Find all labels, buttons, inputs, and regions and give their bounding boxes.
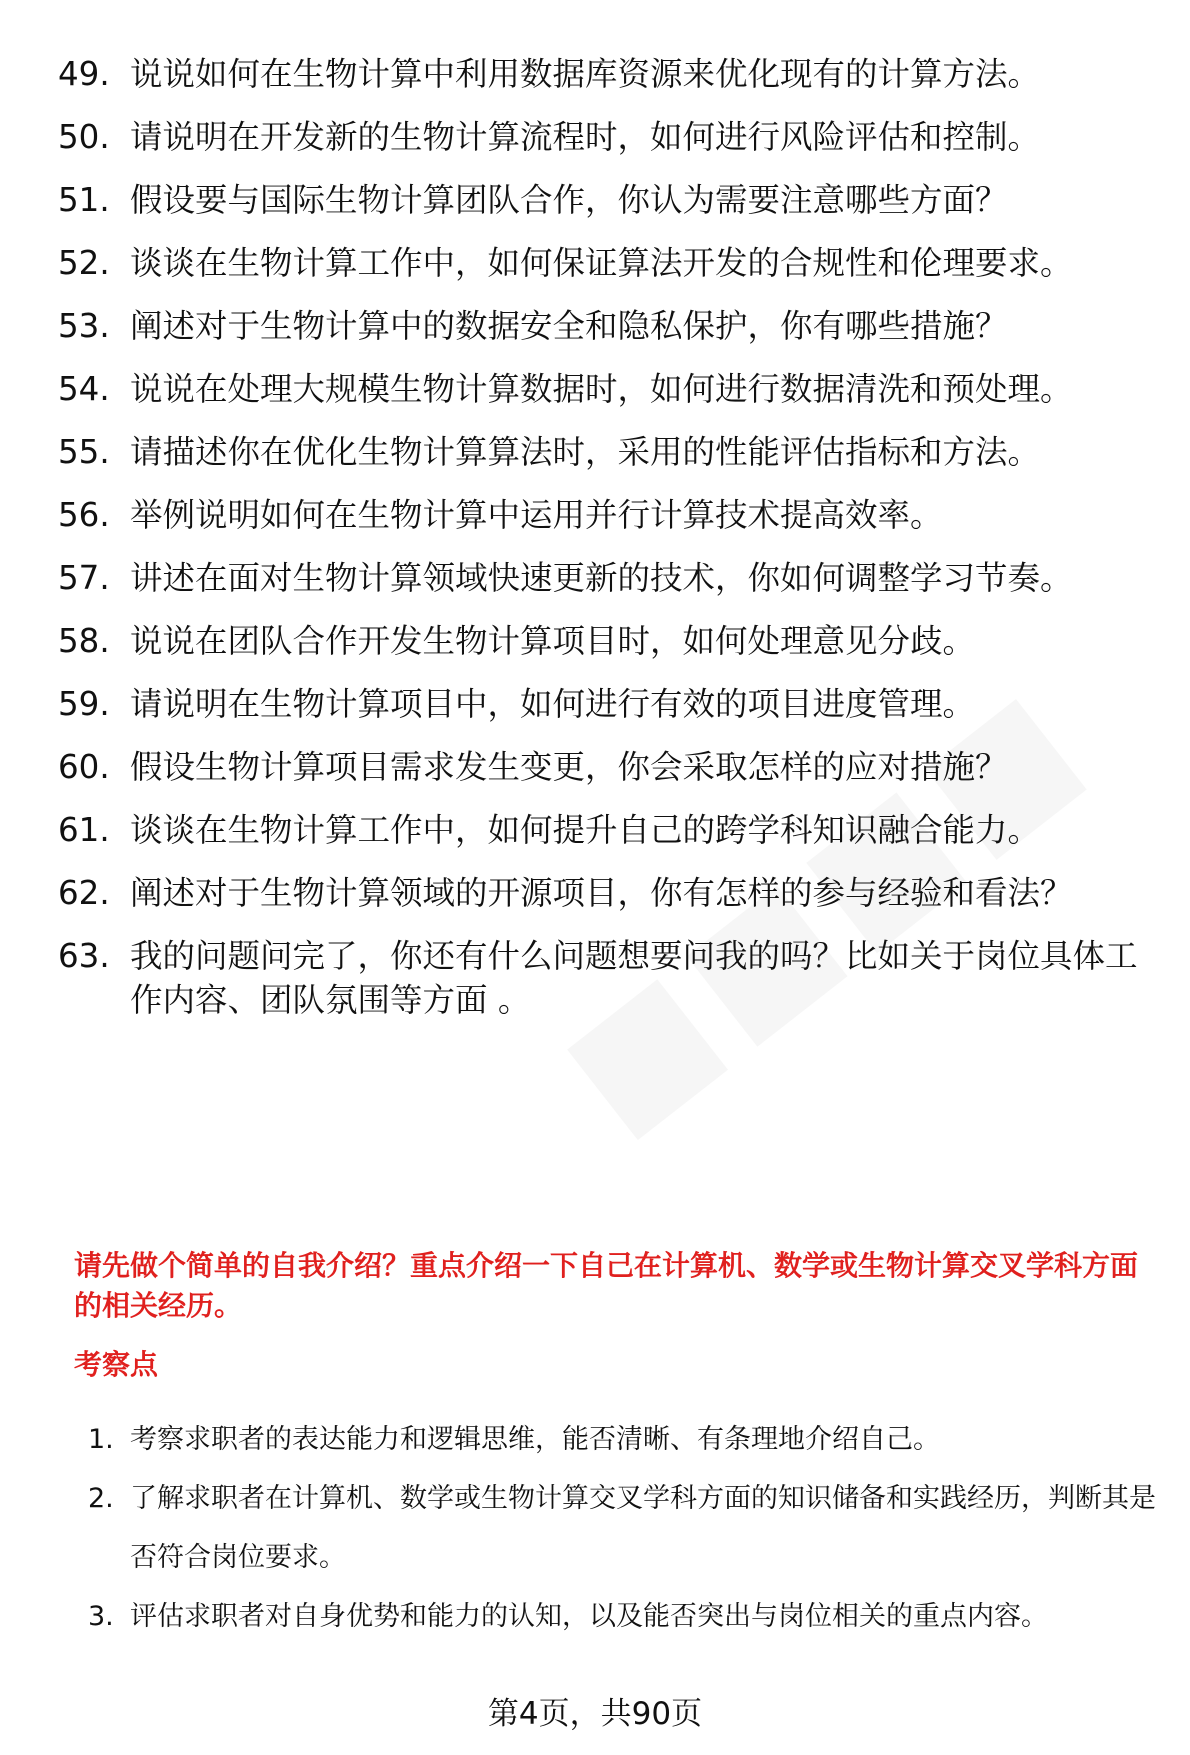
- question-item: [58, 808, 1148, 852]
- question-item: [58, 430, 1148, 474]
- question-item: [58, 493, 1148, 537]
- question-item: [58, 745, 1148, 789]
- question-item: [58, 682, 1148, 726]
- question-list: [58, 52, 1148, 1041]
- question-item: [58, 52, 1148, 96]
- question-text: 讲述在面对生物计算领域快速更新的技术，你如何调整学习节奏。: [130, 559, 1073, 597]
- assessment-point: [88, 1469, 1158, 1587]
- question-number: 54.: [58, 370, 110, 408]
- point-text: 评估求职者对自身优势和能力的认知，以及能否突出与岗位相关的重点内容。: [130, 1601, 1048, 1632]
- question-text: 说说在团队合作开发生物计算项目时，如何处理意见分歧。: [130, 622, 976, 660]
- point-number: 3.: [88, 1601, 114, 1632]
- question-text: 说说如何在生物计算中利用数据库资源来优化现有的计算方法。: [130, 55, 1041, 93]
- assessment-point: [88, 1587, 1158, 1646]
- question-text: 说说在处理大规模生物计算数据时，如何进行数据清洗和预处理。: [130, 370, 1073, 408]
- question-text: 请描述你在优化生物计算算法时，采用的性能评估指标和方法。: [130, 433, 1041, 471]
- question-item: [58, 871, 1148, 915]
- question-number: 60.: [58, 748, 110, 786]
- question-text: 请说明在开发新的生物计算流程时，如何进行风险评估和控制。: [130, 118, 1041, 156]
- question-number: 53.: [58, 307, 110, 345]
- point-text: 了解求职者在计算机、数学或生物计算交叉学科方面的知识储备和实践经历，判断其是否符合岗位要求。: [130, 1483, 1156, 1573]
- assessment-points-list: [88, 1410, 1158, 1646]
- point-text: 考察求职者的表达能力和逻辑思维，能否清晰、有条理地介绍自己。: [130, 1424, 940, 1455]
- question-number: 57.: [58, 559, 110, 597]
- question-number: 58.: [58, 622, 110, 660]
- question-item: [58, 619, 1148, 663]
- question-item: [58, 304, 1148, 348]
- question-number: 50.: [58, 118, 110, 156]
- question-number: 59.: [58, 685, 110, 723]
- question-number: 61.: [58, 811, 110, 849]
- question-item: [58, 556, 1148, 600]
- question-text: 请说明在生物计算项目中，如何进行有效的项目进度管理。: [130, 685, 976, 723]
- question-text: 谈谈在生物计算工作中，如何保证算法开发的合规性和伦理要求。: [130, 244, 1073, 282]
- question-item: [58, 115, 1148, 159]
- question-item: [58, 241, 1148, 285]
- question-text: 我的问题问完了，你还有什么问题想要问我的吗？比如关于岗位具体工作内容、团队氛围等方面 。: [130, 937, 1138, 1019]
- point-number: 2.: [88, 1483, 114, 1514]
- question-number: 52.: [58, 244, 110, 282]
- question-text: 举例说明如何在生物计算中运用并行计算技术提高效率。: [130, 496, 943, 534]
- page-footer: 第4页，共90页: [487, 1696, 703, 1732]
- assessment-point: [88, 1410, 1158, 1469]
- point-number: 1.: [88, 1424, 114, 1455]
- question-item: [58, 367, 1148, 411]
- question-number: 51.: [58, 181, 110, 219]
- question-text: 阐述对于生物计算领域的开源项目，你有怎样的参与经验和看法？: [130, 874, 1073, 912]
- question-number: 49.: [58, 55, 110, 93]
- question-number: 55.: [58, 433, 110, 471]
- question-text: 阐述对于生物计算中的数据安全和隐私保护，你有哪些措施？: [130, 307, 1008, 345]
- question-item: [58, 934, 1148, 1022]
- question-text: 谈谈在生物计算工作中，如何提升自己的跨学科知识融合能力。: [130, 811, 1041, 849]
- question-number: 56.: [58, 496, 110, 534]
- question-item: [58, 178, 1148, 222]
- section-heading: 请先做个简单的自我介绍？重点介绍一下自己在计算机、数学或生物计算交叉学科方面的相关经历。: [74, 1249, 1139, 1322]
- question-number: 63.: [58, 937, 110, 975]
- question-text: 假设要与国际生物计算团队合作，你认为需要注意哪些方面？: [130, 181, 1008, 219]
- sub-heading: 考察点: [74, 1348, 159, 1381]
- question-number: 62.: [58, 874, 110, 912]
- question-text: 假设生物计算项目需求发生变更，你会采取怎样的应对措施？: [130, 748, 1008, 786]
